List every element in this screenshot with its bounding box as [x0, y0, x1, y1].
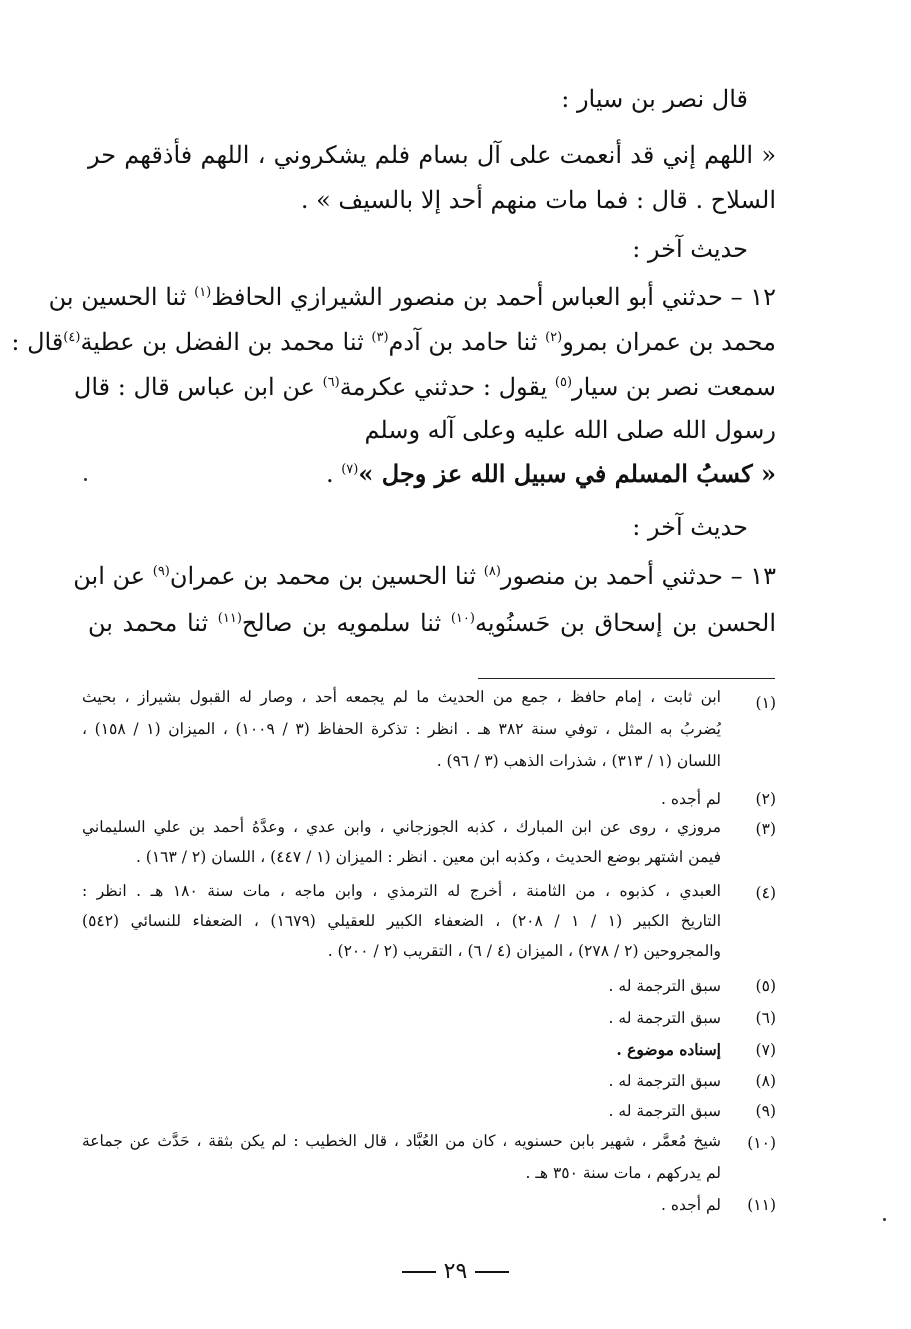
text-line: « اللهم إني قد أنعمت على آل بسام فلم يشكروني ، اللهم فأذقهم حر: [88, 141, 776, 169]
section-heading: حديث آخر :: [632, 235, 748, 263]
quote-intro: قال نصر بن سيار :: [561, 85, 748, 113]
text-run: ثنا الحسين بن محمد بن عمران: [169, 562, 477, 590]
hadith-line: [73, 370, 776, 404]
footnote-ref: (٥): [554, 375, 573, 390]
footnote-ref: (١١): [217, 611, 242, 626]
footnote-text: مروزي ، روى عن ابن المبارك ، كذبه الجوزجاني ، وابن عدي ، وعدَّهُ أحمد بن علي السليماني: [82, 818, 721, 836]
text-run: ثنا محمد بن: [88, 609, 209, 637]
footnote-ref: (٧): [341, 462, 359, 477]
hadith-quote: « كسبُ المسلم في سبيل الله عز وجل »: [358, 459, 776, 488]
footnote-number: (٦): [755, 1009, 776, 1027]
footnote-text: التاريخ الكبير (١ / ١ / ٢٠٨) ، الضعفاء الكبير للعقيلي (١٦٧٩) ، الضعفاء للنسائي (٥٤٢): [82, 912, 722, 930]
page-number-value: ٢٩: [443, 1259, 468, 1284]
page-number: [0, 1257, 911, 1287]
footnote-number: (١١): [747, 1196, 776, 1214]
footnote-text: لم يدركهم ، مات سنة ٣٥٠ هـ .: [525, 1164, 721, 1182]
scan-speck: [883, 1218, 886, 1221]
page-number-dash: [475, 1271, 509, 1273]
footnote-text: يُضربُ به المثل ، توفي سنة ٣٨٢ هـ . انظر : تذكرة الحفاظ (٣ / ١٠٠٩) ، الميزان (١ / ١٥٨) ،: [82, 720, 721, 738]
footnote-ref: (٢): [545, 330, 563, 345]
hadith-line: [11, 325, 776, 359]
hadith-line: [88, 606, 776, 640]
text-run: .: [325, 460, 334, 488]
text-run: ثنا حامد بن آدم: [388, 328, 538, 356]
hadith-line: [73, 559, 776, 593]
text-run: سمعت نصر بن سيار: [572, 373, 776, 401]
footnote-text: سبق الترجمة له .: [608, 1009, 721, 1027]
footnote-number: (٢): [755, 790, 776, 808]
page-number-dash: [402, 1271, 436, 1273]
footnote-text: لم أجده .: [661, 790, 721, 808]
text-run: ثنا الحسين بن: [48, 283, 187, 311]
footnote-text: شيخ مُعمَّر ، شهير بابن حسنويه ، كان من العُبَّاد ، قال الخطيب : لم يكن بثقة ، حَدَّث عن جماعة: [82, 1132, 721, 1150]
text-run: عن ابن عباس قال : قال: [73, 373, 315, 401]
footnote-text: لم أجده .: [661, 1196, 721, 1214]
footnote-text: سبق الترجمة له .: [608, 977, 721, 995]
footnote-number: (٨): [755, 1072, 776, 1090]
footnote-text: سبق الترجمة له .: [608, 1072, 721, 1090]
text-line: السلاح . قال : فما مات منهم أحد إلا بالسيف » .: [300, 186, 776, 214]
footnote-ref: (١): [194, 285, 212, 300]
footnote-text: والمجروحين (٢ / ٢٧٨) ، الميزان (٤ / ٦) ، التقريب (٢ / ٢٠٠) .: [327, 942, 721, 960]
footnote-ref: (٦): [322, 375, 340, 390]
section-heading: حديث آخر :: [632, 513, 748, 541]
footnote-number: (٩): [755, 1102, 776, 1120]
footnote-text: فيمن اشتهر بوضع الحديث ، وكذبه ابن معين . انظر : الميزان (١ / ٤٤٧) ، اللسان (٢ / ١٦٣) .: [135, 848, 721, 866]
text-run: ١٣ – حدثني أحمد بن منصور: [500, 562, 776, 590]
footnote-ref: (١٠): [450, 611, 475, 626]
text-run: ١٢ – حدثني أبو العباس أحمد بن منصور الشيرازي الحافظ: [211, 283, 776, 311]
footnote-ref: (٣): [371, 330, 389, 345]
hadith-line: [48, 280, 776, 314]
footnote-text: اللسان (١ / ٣١٣) ، شذرات الذهب (٣ / ٩٦) .: [436, 752, 721, 770]
footnote-text: العبدي ، كذبوه ، من الثامنة ، أخرج له الترمذي ، وابن ماجه ، مات سنة ١٨٠ هـ . انظر :: [82, 882, 721, 900]
footnote-number: (٧): [755, 1041, 776, 1059]
text-run: يقول : حدثني عكرمة: [339, 373, 548, 401]
footnote-ref: (٩): [152, 564, 170, 579]
footnote-number: (٣): [755, 820, 776, 838]
hadith-text: [326, 457, 776, 491]
footnote-ref: (٨): [483, 564, 501, 579]
text-run: الحسن بن إسحاق بن حَسنُويه: [474, 609, 776, 637]
footnote-number: (١): [755, 694, 776, 712]
footnote-number: (٥): [755, 977, 776, 995]
text-run: قال :: [11, 328, 64, 356]
footnote-text: ابن ثابت ، إمام حافظ ، جمع من الحديث ما لم يجمعه أحد ، وصار له القبول بشيراز ، بحيث: [82, 688, 721, 706]
text-line: رسول الله صلى الله عليه وعلى آله وسلم: [364, 416, 776, 444]
footnote-number: (٤): [755, 884, 776, 902]
text-run: عن ابن: [73, 562, 146, 590]
scan-speck: [84, 478, 87, 481]
text-run: ثنا محمد بن الفضل بن عطية: [80, 328, 364, 356]
footnote-text: إسناده موضوع .: [616, 1040, 721, 1059]
text-run: محمد بن عمران بمرو: [562, 328, 776, 356]
text-run: ثنا سلمويه بن صالح: [241, 609, 442, 637]
footnote-divider: [478, 678, 775, 679]
footnote-number: (١٠): [747, 1134, 776, 1152]
footnote-text: سبق الترجمة له .: [608, 1102, 721, 1120]
footnote-ref: (٤): [63, 330, 81, 345]
